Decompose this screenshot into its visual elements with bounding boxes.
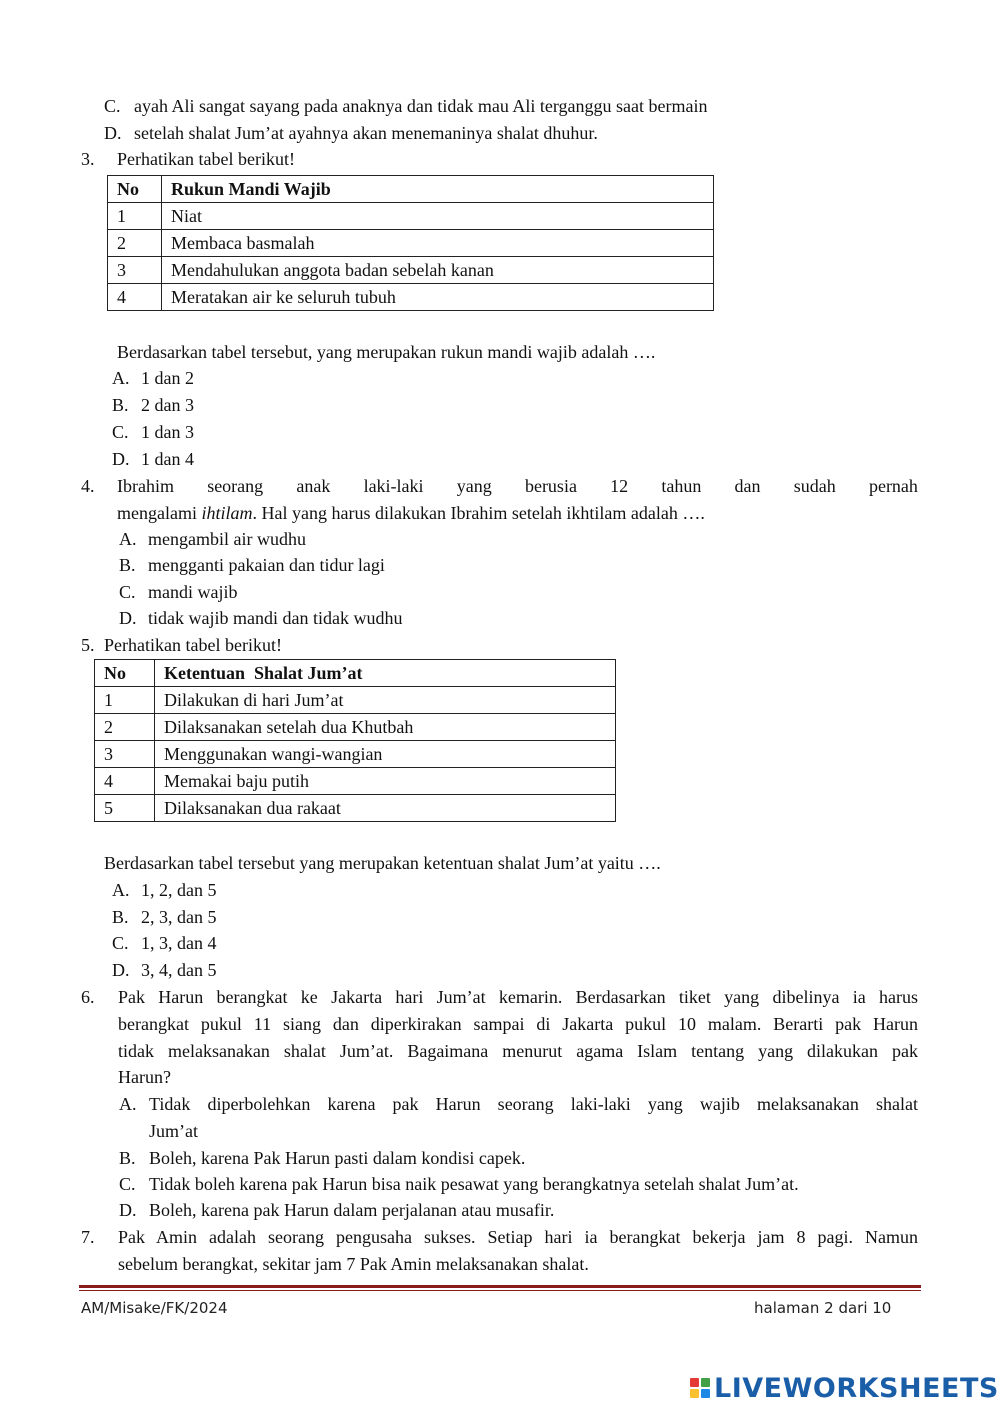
logo-square: [690, 1389, 699, 1398]
footer-divider-thin: [79, 1290, 921, 1291]
q4-option-d: D. tidak wajib mandi dan tidak wudhu: [119, 608, 403, 628]
table-row: 4 Meratakan air ke seluruh tubuh: [108, 284, 714, 311]
q5-option-a: A. 1, 2, dan 5: [112, 880, 217, 900]
q6-line-1: Pak Harun berangkat ke Jakarta hari Jum’at kemarin. Berdasarkan tiket yang dibelinya ia harus: [118, 987, 918, 1007]
q2-option-c: C. ayah Ali sangat sayang pada anaknya dan tidak mau Ali terganggu saat bermain: [104, 96, 708, 116]
q4-line-2: mengalami ihtilam. Hal yang harus dilakukan Ibrahim setelah ikhtilam adalah ….: [117, 503, 705, 523]
q4-option-b: B. mengganti pakaian dan tidur lagi: [119, 555, 385, 575]
q5-option-b: B. 2, 3, dan 5: [112, 907, 217, 927]
q5-table: [94, 659, 616, 822]
q6-line-4: Harun?: [118, 1067, 171, 1087]
q3-option-d: D. 1 dan 4: [112, 449, 194, 469]
liveworksheets-logo: [690, 1368, 999, 1408]
q5-option-d: D. 3, 4, dan 5: [112, 960, 217, 980]
ihtilam-term: ihtilam: [201, 503, 253, 523]
q5-option-c: C. 1, 3, dan 4: [112, 933, 217, 953]
table-header-no: No: [108, 176, 162, 203]
q5-question: Berdasarkan tabel tersebut yang merupakan ketentuan shalat Jum’at yaitu ….: [104, 853, 661, 873]
table-row: 2 Membaca basmalah: [108, 230, 714, 257]
q6-option-a-line-2: Jum’at: [149, 1121, 198, 1141]
q6-number: 6.: [81, 987, 95, 1007]
q6-line-2: berangkat pukul 11 siang dan diperkirakan sampai di Jakarta pukul 10 malam. Berarti pak Harun: [118, 1014, 918, 1034]
table-row: 2 Dilaksanakan setelah dua Khutbah: [95, 714, 616, 741]
liveworksheets-logo-icon: [690, 1378, 710, 1398]
table-header-no: No: [95, 660, 155, 687]
logo-square: [690, 1378, 699, 1387]
q5-prompt: 5. Perhatikan tabel berikut!: [81, 635, 282, 655]
table-row: 5 Dilaksanakan dua rakaat: [95, 795, 616, 822]
q4-number: 4.: [81, 476, 95, 496]
q3-question: Berdasarkan tabel tersebut, yang merupakan rukun mandi wajib adalah ….: [117, 342, 656, 362]
q3-option-a: A. 1 dan 2: [112, 368, 194, 388]
liveworksheets-wordmark: LIVEWORKSHEETS: [714, 1372, 999, 1404]
table-row: 1 Niat: [108, 203, 714, 230]
q4-option-a: A. mengambil air wudhu: [119, 529, 306, 549]
table-row: 3 Mendahulukan anggota badan sebelah kanan: [108, 257, 714, 284]
footer-divider: [79, 1285, 921, 1288]
q6-option-a-line-1: Tidak diperbolehkan karena pak Harun seorang laki-laki yang wajib melaksanakan shalat: [149, 1094, 918, 1114]
q6-option-d: D. Boleh, karena pak Harun dalam perjalanan atau musafir.: [119, 1200, 555, 1220]
q6-option-b: B. Boleh, karena Pak Harun pasti dalam kondisi capek.: [119, 1148, 526, 1168]
q3-option-b: B. 2 dan 3: [112, 395, 194, 415]
q4-line-1: Ibrahim seorang anak laki-laki yang berusia 12 tahun dan sudah pernah: [117, 476, 918, 496]
table-header-title: Ketentuan Shalat Jum’at: [155, 660, 616, 687]
logo-square: [701, 1389, 710, 1398]
q6-option-a-label: A.: [119, 1094, 137, 1114]
q6-option-c: C. Tidak boleh karena pak Harun bisa naik pesawat yang berangkatnya setelah shalat Jum’at.: [119, 1174, 799, 1194]
table-row: 1 Dilakukan di hari Jum’at: [95, 687, 616, 714]
q7-line-2: sebelum berangkat, sekitar jam 7 Pak Amin melaksanakan shalat.: [118, 1254, 589, 1274]
table-header-title: Rukun Mandi Wajib: [162, 176, 714, 203]
table-row: 4 Memakai baju putih: [95, 768, 616, 795]
q6-line-3: tidak melaksanakan shalat Jum’at. Bagaimana menurut agama Islam tentang yang dilakukan pak: [118, 1041, 918, 1061]
q3-option-c: C. 1 dan 3: [112, 422, 194, 442]
q3-prompt: 3. Perhatikan tabel berikut!: [81, 149, 295, 169]
q4-option-c: C. mandi wajib: [119, 582, 238, 602]
q2-option-d: D. setelah shalat Jum’at ayahnya akan menemaninya shalat dhuhur.: [104, 123, 598, 143]
q7-number: 7.: [81, 1227, 95, 1247]
q7-line-1: Pak Amin adalah seorang pengusaha sukses. Setiap hari ia berangkat bekerja jam 8 pagi. Namun: [118, 1227, 918, 1247]
table-header-row: [108, 176, 714, 203]
table-row: 3 Menggunakan wangi-wangian: [95, 741, 616, 768]
q3-table: [107, 175, 714, 311]
footer-code: AM/Misake/FK/2024: [81, 1299, 228, 1317]
footer-page-number: halaman 2 dari 10: [754, 1299, 892, 1317]
logo-square: [701, 1378, 710, 1387]
table-header-row: [95, 660, 616, 687]
